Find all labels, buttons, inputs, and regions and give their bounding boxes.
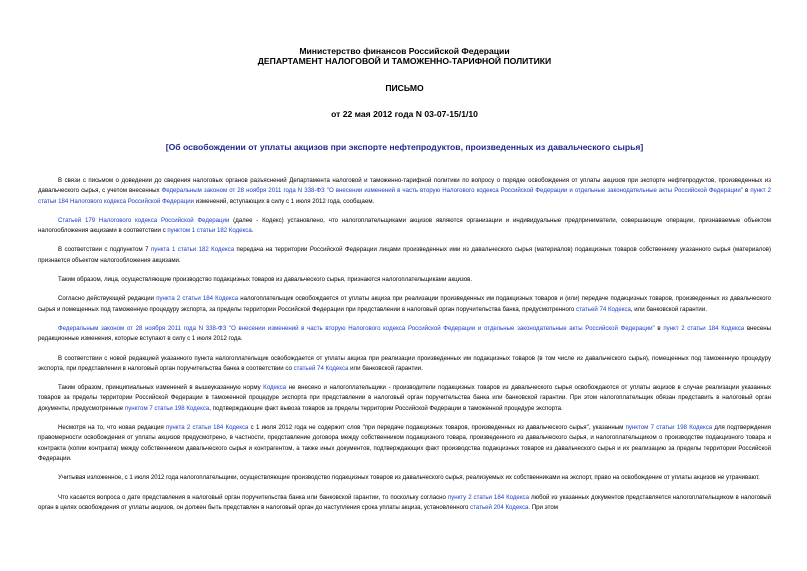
- body-paragraph: [38, 423, 771, 464]
- document-header: [38, 0, 771, 152]
- paragraph-text: , подтверждающие факт вывоза товаров за пределы территории Российской Федерации в таможенной процедуре экспорта.: [209, 404, 563, 412]
- paragraph-text: не внесено и налогоплательщики - производители подакцизных товаров из давальческого сырья освобождаются от уплаты акцизов в случае реализации указанных товаров за пределы территории Российской Федерации в таможенной процедуре экспорта при представлении в налоговый орган поручительства банка или банковской гарантии. При этом налогоплательщик обязан представить в налоговый орган документы, предусмотренные: [38, 384, 771, 412]
- paragraph-text: для подтверждения правомерности освобождения от уплаты акцизов предусмотрено, в частности, представление договора между собственником подакцизного товара, произведенного из давальческого сырья, и налогоплательщиком о производстве подакцизного товара и контракта (копии контракта) между собственником давальческого сырья и контрагентом, а также иных документов, подтверждающих факт производства подакцизных товаров из давальческого сырья и их реализацию за пределы территории Российской Федерации.: [38, 424, 771, 462]
- body-paragraph: [38, 245, 771, 266]
- paragraph-text: .: [251, 227, 254, 235]
- paragraph-text: Учитывая изложенное, с 1 июля 2012 года налогоплательщики, осуществляющие производство подакцизных товаров из давальческого сырья, реализуемых их собственниками на экспорт, право на освобождение от уплаты акцизов не утрачивают.: [58, 474, 760, 482]
- paragraph-text: изменений, вступающих в силу с 1 июля 2012 года, сообщаем.: [194, 197, 375, 205]
- paragraph-text: Согласно действующей редакции: [58, 295, 157, 303]
- paragraph-text: налогоплательщик освобождается от уплаты акциза при реализации произведенных им подакцизных товаров и (или) передаче подакцизных товаров, произведенных из давальческого сырья и помещенных под таможенную процедуру экспорта, за пределы территории Российской Федерации при представлении в налоговый орган поручительства банка, предусмотренного: [38, 295, 772, 313]
- law-reference-link[interactable]: Федеральным законом от 28 ноября 2011 года N 338-ФЗ "О внесении изменений в часть вторую Налогового кодекса Российской Федерации и отдельные законодательные акты Российской Федерации": [161, 187, 743, 195]
- body-paragraph: [38, 383, 771, 414]
- paragraph-text: В соответствии с подпунктом 7: [58, 246, 151, 254]
- department-name: ДЕПАРТАМЕНТ НАЛОГОВОЙ И ТАМОЖЕННО-ТАРИФНОЙ ПОЛИТИКИ: [257, 56, 552, 66]
- paragraph-text: Несмотря на то, что новая редакция: [58, 424, 167, 432]
- document-body: [38, 176, 771, 513]
- law-reference-link[interactable]: пункт 2 статьи 184 Кодекса: [663, 324, 745, 332]
- paragraph-text: с 1 июля 2012 года не содержит слов "при передаче подакцизных товаров, произведенных из давальческого сырья", указанным: [248, 424, 626, 432]
- document-type: ПИСЬМО: [385, 83, 424, 93]
- body-paragraph: [38, 216, 771, 237]
- paragraph-text: В соответствии с новой редакцией указанного пункта налогоплательщик освобождается от уплаты акциза при реализации произведенных им подакцизных товаров (в том числе из давальческого сырья), помещенных под таможенную процедуру экспорта, при представлении в налоговый орган поручительства банка в соответствии со: [38, 354, 771, 372]
- law-reference-link[interactable]: Федеральным законом от 28 ноября 2011 года N 338-ФЗ "О внесении изменений в часть вторую Налогового кодекса Российской Федерации и отдельные законодательные акты Российской Федерации": [58, 324, 655, 332]
- law-reference-link[interactable]: пунктом 7 статьи 198 Кодекса: [625, 424, 713, 432]
- body-paragraph: [38, 176, 771, 207]
- law-reference-link[interactable]: пункт 2 статьи 184 Налогового кодекса Российской Федерации: [38, 187, 771, 205]
- document-title: [Об освобождении от уплаты акцизов при экспорте нефтепродуктов, произведенных из давальческого сырья]: [165, 142, 644, 152]
- paragraph-text: в: [743, 187, 751, 195]
- paragraph-text: , или банковской гарантии.: [630, 305, 707, 313]
- law-reference-link[interactable]: статьей 204 Кодекса: [470, 503, 529, 511]
- law-reference-link[interactable]: пунктом 7 статьи 198 Кодекса: [124, 404, 210, 412]
- body-paragraph: [38, 354, 771, 375]
- body-paragraph: [38, 324, 771, 345]
- law-reference-link[interactable]: пункта 2 статьи 184 Кодекса: [166, 424, 249, 432]
- law-reference-link[interactable]: пункта 1 статьи 182 Кодекса: [150, 246, 235, 254]
- paragraph-text: Таким образом, лица, осуществляющие производство подакцизных товаров из давальческого сырья, признаются налогоплательщиками акцизов.: [58, 276, 473, 284]
- law-reference-link[interactable]: Кодекса: [263, 384, 287, 392]
- paragraph-text: в: [654, 324, 664, 332]
- paragraph-text: В связи с письмом о доведении до сведения налоговых органов разъяснений Департамента налоговой и таможенно-тарифной политики по вопросу о порядке освобождения от уплаты акцизов при экспорте нефтепродуктов, произведенных из давальческого сырья, с учетом внесенных: [38, 177, 771, 195]
- law-reference-link[interactable]: статьей 74 Кодекса: [576, 305, 631, 313]
- paragraph-text: Что касается вопроса о дате представления в налоговый орган поручительства банка или банковской гарантии, то поскольку согласно: [58, 493, 448, 501]
- law-reference-link[interactable]: пункту 2 статьи 184 Кодекса: [447, 493, 529, 501]
- body-paragraph: [38, 473, 771, 483]
- body-paragraph: [38, 294, 771, 315]
- paragraph-text: или банковской гарантии.: [348, 364, 423, 372]
- law-reference-link[interactable]: пунктом 1 статьи 182 Кодекса: [167, 227, 252, 235]
- paragraph-text: внесены редакционные изменения, которые вступают в силу с 1 июля 2012 года.: [38, 324, 771, 343]
- law-reference-link[interactable]: пункта 2 статьи 184 Кодекса: [156, 295, 239, 303]
- paragraph-text: (далее - Кодекс) установлено, что налогоплательщиками акцизов являются организации и индивидуальные предприниматели, совершающие операции, признаваемые объектом налогообложения акцизами в соответствии с: [38, 216, 771, 235]
- body-paragraph: [38, 275, 771, 285]
- paragraph-text: передача на территории Российской Федерации лицами произведенных ими из давальческого сырья (материалов) подакцизных товаров собственнику указанного сырья (материалов) признается объектом налогообложения акцизами.: [38, 246, 771, 264]
- ministry-name: Министерство финансов Российской Федерации: [299, 46, 510, 56]
- document-date-number: от 22 мая 2012 года N 03-07-15/1/10: [331, 109, 478, 119]
- paragraph-text: Таким образом, принципиальных изменений в вышеуказанную норму: [58, 384, 264, 392]
- paragraph-text: . При этом: [528, 503, 558, 511]
- paragraph-text: любой из указанных документов представляется налогоплательщиком в налоговый орган в целях освобождения от уплаты акцизов, он должен быть представлен в налоговый орган до наступления срока уплаты акциза, установленного: [38, 493, 771, 511]
- law-reference-link[interactable]: статьей 74 Кодекса: [293, 364, 349, 372]
- law-reference-link[interactable]: Статьей 179 Налогового кодекса Российской Федерации: [58, 216, 230, 224]
- body-paragraph: [38, 493, 771, 514]
